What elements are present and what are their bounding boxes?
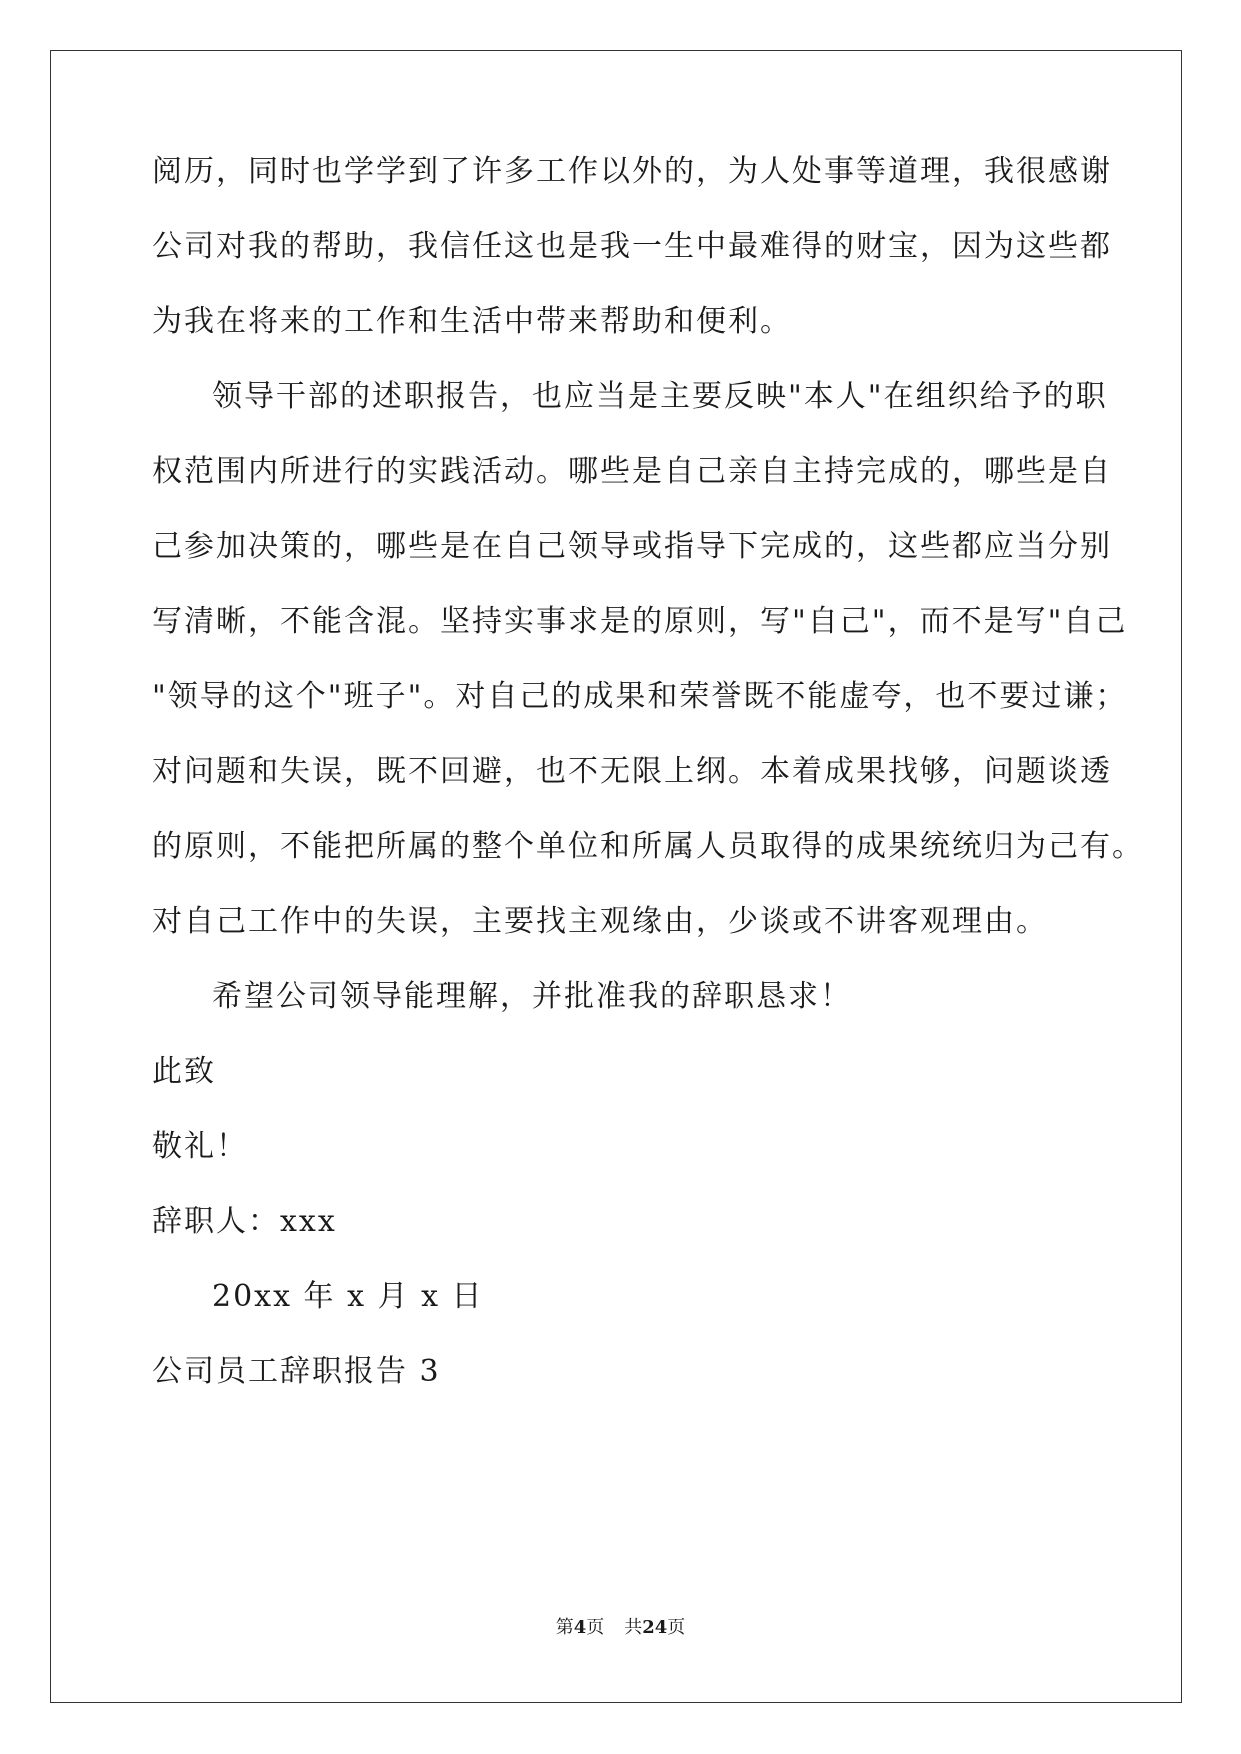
body-line-4: 领导干部的述职报告，也应当是主要反映"本人"在组织给予的职 <box>212 379 1108 414</box>
page-footer <box>0 1616 1241 1640</box>
body-line-6: 己参加决策的，哪些是在自己领导或指导下完成的，这些都应当分别 <box>152 529 1112 564</box>
body-line-8: "领导的这个"班子"。对自己的成果和荣誉既不能虚夸，也不要过谦； <box>152 679 1128 714</box>
body-line-5: 权范围内所进行的实践活动。哪些是自己亲自主持完成的，哪些是自 <box>152 454 1112 489</box>
section-heading: 公司员工辞职报告 3 <box>152 1354 441 1389</box>
signature-line: 辞职人：xxx <box>152 1204 337 1239</box>
footer-page-suffix: 页 <box>586 1617 605 1638</box>
body-line-11: 对自己工作中的失误，主要找主观缘由，少谈或不讲客观理由。 <box>152 904 1048 939</box>
body-line-9: 对问题和失误，既不回避，也不无限上纲。本着成果找够，问题谈透 <box>152 754 1112 789</box>
body-line-3: 为我在将来的工作和生活中带来帮助和便利。 <box>152 304 792 339</box>
page-border <box>50 50 1182 1703</box>
closing-regards: 敬礼！ <box>152 1129 248 1164</box>
footer-total-pages: 24 <box>642 1617 668 1638</box>
footer-page-prefix: 第 <box>555 1617 574 1638</box>
closing-salutation: 此致 <box>152 1054 216 1089</box>
body-line-7: 写清晰，不能含混。坚持实事求是的原则，写"自己"，而不是写"自己 <box>152 604 1128 639</box>
body-line-1: 阅历，同时也学学到了许多工作以外的，为人处事等道理，我很感谢 <box>152 154 1112 189</box>
body-line-2: 公司对我的帮助，我信任这也是我一生中最难得的财宝，因为这些都 <box>152 229 1112 264</box>
footer-page-number: 4 <box>573 1617 587 1638</box>
date-line: 20xx 年 x 月 x 日 <box>212 1279 484 1314</box>
footer-total-prefix: 共 <box>624 1617 643 1638</box>
footer-total-suffix: 页 <box>667 1617 686 1638</box>
body-line-10: 的原则，不能把所属的整个单位和所属人员取得的成果统统归为己有。 <box>152 829 1144 864</box>
body-line-12: 希望公司领导能理解，并批准我的辞职恳求！ <box>212 979 852 1014</box>
